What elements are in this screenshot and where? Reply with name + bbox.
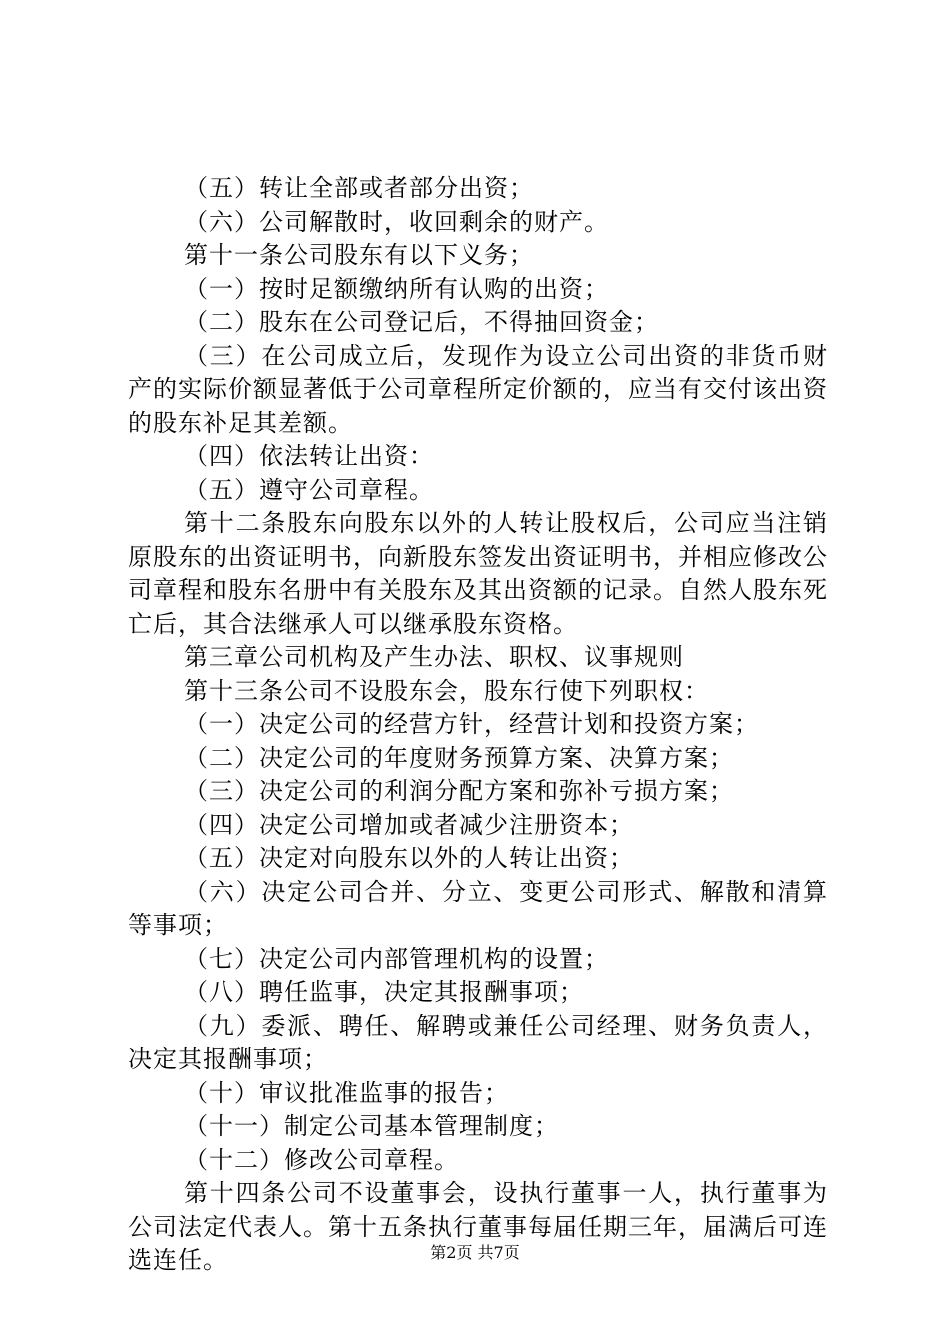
page-number-footer: 第2页 共7页 xyxy=(430,1243,520,1262)
paragraph: （五）遵守公司章程。 xyxy=(184,475,434,504)
paragraph: （十一）制定公司基本管理制度； xyxy=(184,1112,559,1140)
paragraph: （十二）修改公司章程。 xyxy=(184,1145,459,1174)
paragraph: 第十三条公司不设股东会，股东行使下列职权： xyxy=(184,676,709,705)
paragraph: 第十四条公司不设董事会，设执行董事一人，执行董事为公司法定代表人。第十五条执行董事每届任期三年，届满后可连选连任。 xyxy=(128,1179,828,1274)
paragraph: （三）在公司成立后，发现作为设立公司出资的非货币财产的实际价额显著低于公司章程所定价额的，应当有交付该出资的股东补足其差额。 xyxy=(128,341,828,437)
paragraph: （六）公司解散时，收回剩余的财产。 xyxy=(184,207,609,236)
paragraph: （三）决定公司的利润分配方案和弥补亏损方案； xyxy=(184,777,734,805)
document-body xyxy=(128,172,828,1278)
paragraph: （九）委派、聘任、解聘或兼任公司经理、财务负责人，决定其报酬事项； xyxy=(128,1011,828,1073)
paragraph: （一）按时足额缴纳所有认购的出资； xyxy=(184,274,609,303)
paragraph: （七）决定公司内部管理机构的设置； xyxy=(184,944,609,973)
paragraph: 第十一条公司股东有以下义务； xyxy=(184,241,534,269)
chapter-heading: 第三章公司机构及产生办法、职权、议事规则 xyxy=(184,643,684,671)
paragraph: （二）股东在公司登记后，不得抽回资金； xyxy=(184,308,659,336)
paragraph: （二）决定公司的年度财务预算方案、决算方案； xyxy=(184,743,734,772)
paragraph: （五）转让全部或者部分出资； xyxy=(184,174,534,202)
paragraph: （五）决定对向股东以外的人转让出资； xyxy=(184,844,634,872)
paragraph: （四）依法转让出资： xyxy=(184,442,434,470)
paragraph: （四）决定公司增加或者减少注册资本； xyxy=(184,810,634,839)
paragraph: （一）决定公司的经营方针，经营计划和投资方案； xyxy=(184,710,759,738)
paragraph: （八）聘任监事，决定其报酬事项； xyxy=(184,978,584,1006)
paragraph: （六）决定公司合并、分立、变更公司形式、解散和清算等事项； xyxy=(128,877,828,939)
paragraph: （十）审议批准监事的报告； xyxy=(184,1078,509,1107)
paragraph: 第十二条股东向股东以外的人转让股权后，公司应当注销原股东的出资证明书，向新股东签发出资证明书，并相应修改公司章程和股东名册中有关股东及其出资额的记录。自然人股东死亡后，其合法继承人可以继承股东资格。 xyxy=(128,509,828,638)
